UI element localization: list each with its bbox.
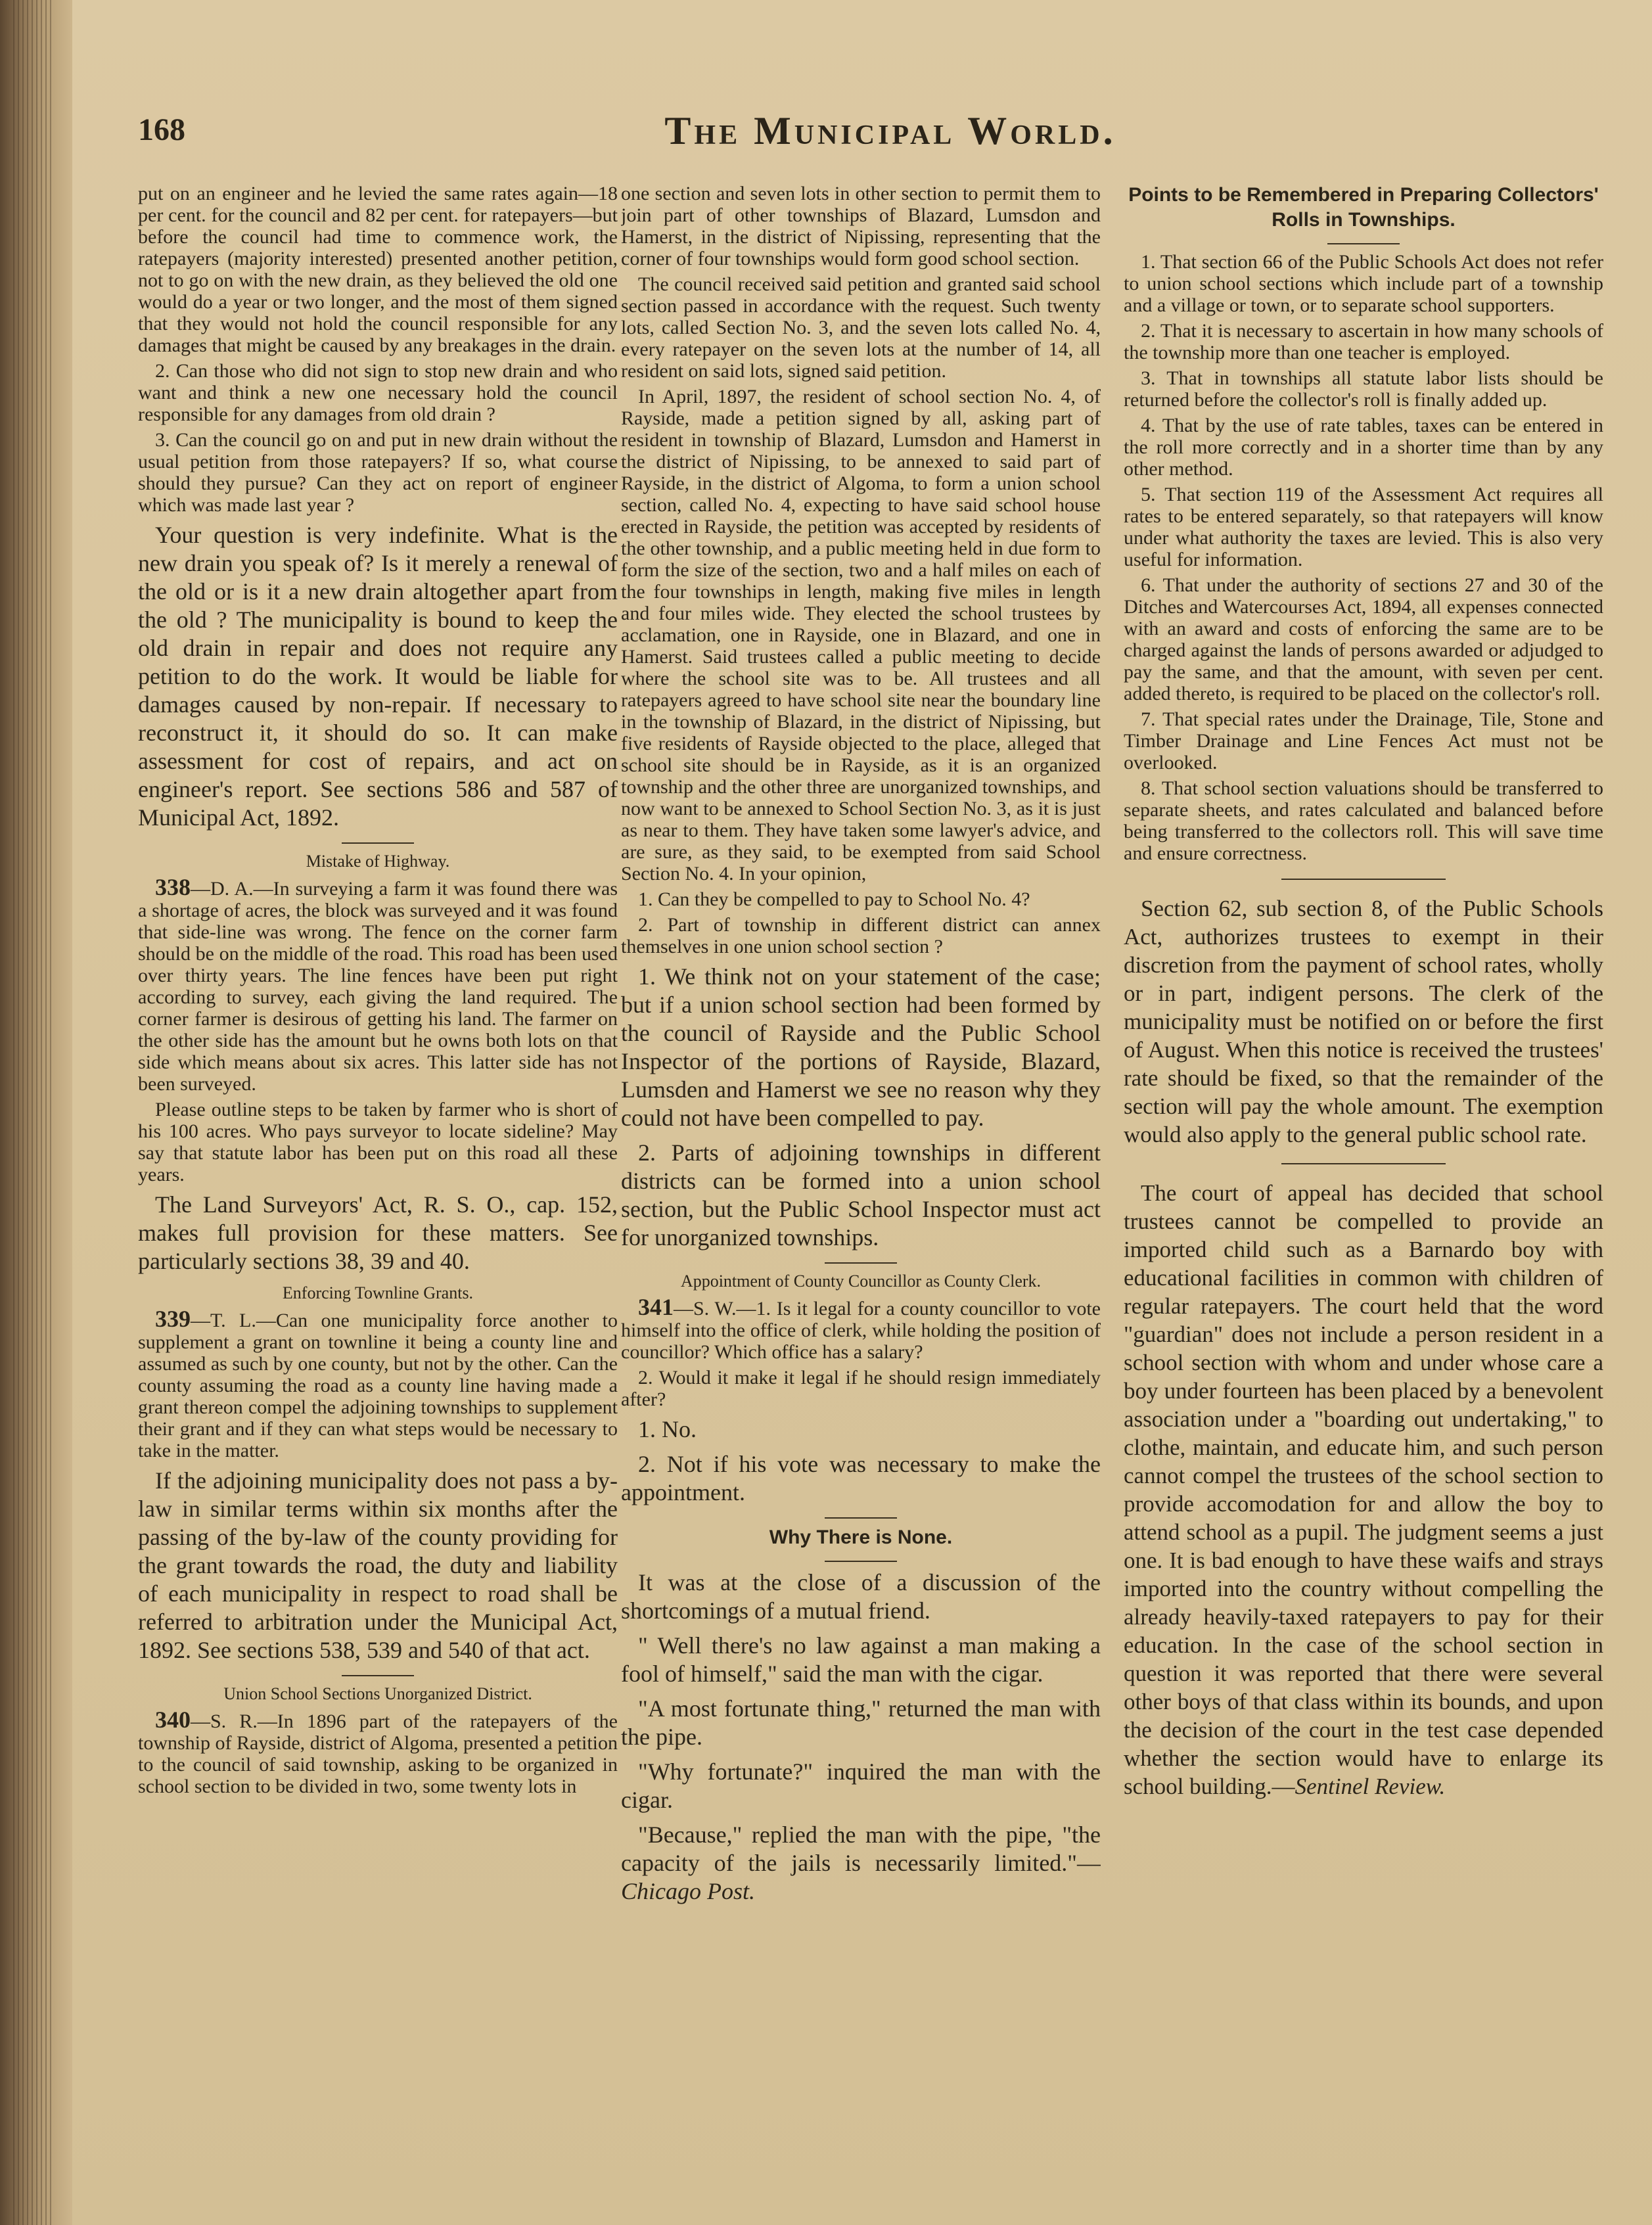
section-divider — [825, 1262, 897, 1264]
question-text: In April, 1897, the resident of school section No. 4, of Rayside, made a petition signed by all, asking part of resident in township of Blazard, Lumsdon and Hamerst in the district of Nipissing, to be annexed to said part of Rayside, in the district of Algoma, to form a union school section, called No. 4, expecting to have said school house erected in Rayside, the petition was accepted by residents of the other township, and a public meeting held in due form to form the size of the section, two and a half miles on each of the four townships in length, making five miles in length and four miles wide. They elected the school trustees by acclamation, one in Rayside, one in Blazard, and one in Hamerst. Said trustees called a public meeting to decide where the school site was to be. All trustees and all ratepayers agreed to have school site near the boundary line in the township of Blazard, in the district of Nipissing, but five residents of Rayside objected to the place, alleged that school site should be in Rayside, as it is an organized township and the other three are unorganized townships, and now want to be annexed to School Section No. 3, as it is just as near to them. They have taken some lawyer's advice, and are sure, as they said, to be exempted from said School Section No. 4. In your opinion, — [621, 386, 1101, 884]
question-text: 2. Would it make it legal if he should resign immediately after? — [621, 1367, 1101, 1410]
section-divider — [1281, 879, 1446, 880]
page-number: 168 — [138, 112, 185, 147]
question-text: Please outline steps to be taken by farmer who is short of his 100 acres. Who pays surveyor to locate sideline? May say that statute labor has been put on this road all these years. — [138, 1099, 618, 1185]
question-number: 339 — [155, 1306, 191, 1332]
section-heading: Enforcing Townline Grants. — [282, 1283, 474, 1302]
article-text: It was at the close of a discussion of the shortcomings of a mutual friend. — [621, 1569, 1101, 1624]
masthead-title: The Municipal World. — [664, 109, 1116, 152]
article-body: The court of appeal has decided that school trustees cannot be compelled to provide an imported child such as a Barnardo boy with educational facilities in common with children of regular ratepayers. The court held that the word "guardian" does not include a person resident in a school section with whom and under whose care a boy under fourteen has been placed by a benevolent association under a "boarding out undertaking," to clothe, maintain, and educate him, and such person cannot compel the trustees of the school section to provide accomodation for and allow the boy to attend school as a pupil. The judgment seems a just one. It is bad enough to have these waifs and strays imported into the country without compelling the already heavily-taxed ratepayers to pay for their education. In the case of the school section in question it was reported that there were several other boys of that class within its bounds, and upon the decision of the court in the test case depended whether the section would have to enlarge its school building.— — [1124, 1180, 1603, 1799]
question-text: put on an engineer and he levied the same rates again—18 per cent. for the council and 82 per cent. for ratepayers—but before the council had time to commence work, the ratepayers (majority interested) presented another petition, not to go on with the new drain, as they believed the old one would do a year or two longer, and the most of them signed that they would not hold the council responsible for any damages that might be caused by any breakages in the drain. — [138, 183, 618, 356]
list-item: 6. That under the authority of sections 27 and 30 of the Ditches and Watercourses Act, 1894, all expenses connected with an award and costs of enforcing the same are to be charged against the lands of persons awarded or adjudged to pay the same, and that the amount, with seven per cent. added thereto, is required to be placed on the collector's roll. — [1124, 574, 1603, 704]
list-item: 4. That by the use of rate tables, taxes can be entered in the roll more correctly and in a shorter time than by any other method. — [1124, 415, 1603, 480]
article-text: "Why fortunate?" inquired the man with the cigar. — [621, 1758, 1101, 1813]
section-heading: Union School Sections Unorganized District. — [223, 1684, 532, 1703]
answer-text: If the adjoining municipality does not pass a by-law in similar terms within six months after the passing of the by-law of the county providing for the grant towards the road, the duty and liability of each municipality in respect to road shall be referred to arbitration under the Municipal Act, 1892. See sections 538, 539 and 540 of that act. — [138, 1467, 618, 1663]
list-item: 8. That school section valuations should be transferred to separate sheets, and rates calculated and balanced before being transferred to the collectors roll. This will save time and ensure correctness. — [1124, 777, 1603, 864]
answer-text: 1. No. — [638, 1416, 697, 1442]
question-text — [138, 874, 618, 1095]
answer-text: Your question is very indefinite. What is the new drain you speak of? Is it merely a renewal of the old or is it a new drain altogether apart from the old ? The municipality is bound to keep the old drain in repair and does not require any petition to do the work. It would be liable for damages caused by non-repair. If necessary to reconstruct it, it should do so. It can make assessment for cost of repairs, and act on engineer's report. See sections 586 and 587 of Municipal Act, 1892. — [138, 522, 618, 831]
section-divider — [1281, 1163, 1446, 1164]
section-divider — [342, 1675, 414, 1676]
list-item: 2. That it is necessary to ascertain in how many schools of the township more than one teacher is employed. — [1124, 320, 1603, 363]
question-text — [138, 1709, 618, 1797]
article-text — [621, 1821, 1101, 1906]
answer-text: 1. We think not on your statement of the case; but if a union school section had been formed by the council of Rayside and the Public School Inspector of the portions of Rayside, Blazard, Lumsden and Hamerst we see no reason why they could not have been compelled to pay. — [621, 963, 1101, 1131]
list-item: 3. That in townships all statute labor lists should be returned before the collector's roll is finally added up. — [1124, 367, 1603, 411]
question-text: 3. Can the council go on and put in new drain without the usual petition from those ratepayers? If so, what course should they pursue? Can they act on report of engineer which was made last year ? — [138, 429, 618, 516]
question-text — [138, 1308, 618, 1461]
question-number: 340 — [155, 1707, 191, 1733]
article-body: "Because," replied the man with the pipe, "the capacity of the jails is necessarily limited."— — [621, 1822, 1101, 1876]
question-text: 1. Can they be compelled to pay to School No. 4? — [638, 888, 1030, 910]
section-divider — [342, 842, 414, 844]
question-number: 341 — [638, 1294, 674, 1320]
section-heading: Appointment of County Councillor as County Clerk. — [680, 1272, 1042, 1291]
section-divider — [825, 1561, 897, 1562]
column-right — [1124, 183, 1603, 2187]
question-text: The council received said petition and granted said school section passed in accordance with the request. Such twenty lots, called Section No. 3, and the seven lots called No. 4, every ratepayer on the seven lots at the number of 14, all resident on said lots, signed said petition. — [621, 273, 1101, 382]
article-source: Sentinel Review. — [1295, 1774, 1446, 1799]
section-divider — [825, 1517, 897, 1519]
article-heading: Why There is None. — [769, 1526, 953, 1548]
question-text: 2. Can those who did not sign to stop new drain and who want and think a new one necessary hold the council responsible for any damages from old drain ? — [138, 360, 618, 425]
question-text: 2. Part of township in different district can annex themselves in one union school section ? — [621, 914, 1101, 957]
article-source: Chicago Post. — [621, 1878, 755, 1904]
book-binding — [0, 0, 72, 2225]
question-body: —S. W.—1. Is it legal for a county councillor to vote himself into the office of clerk, while holding the position of councillor? Which office has a salary? — [621, 1298, 1101, 1363]
question-number: 338 — [155, 874, 191, 900]
section-heading: Mistake of Highway. — [306, 852, 450, 871]
answer-text: The Land Surveyors' Act, R. S. O., cap. 152, makes full provision for these matters. See particularly sections 38, 39 and 40. — [138, 1191, 618, 1274]
column-middle — [621, 183, 1101, 2187]
question-body: —S. R.—In 1896 part of the ratepayers of the township of Rayside, district of Algoma, presented a petition to the council of said township, asking to be organized in school section to be divided in two, some twenty lots in — [138, 1710, 618, 1797]
list-item: 5. That section 119 of the Assessment Act requires all rates to be entered separately, so that ratepayers will know under what authority the taxes are levied. This is also very useful for information. — [1124, 484, 1603, 570]
answer-text: 2. Not if his vote was necessary to make the appointment. — [621, 1451, 1101, 1505]
page-header — [138, 99, 1643, 158]
document-page — [72, 0, 1652, 2225]
list-item: 1. That section 66 of the Public Schools Act does not refer to union school sections which include part of a township and a village or town, or to separate school supporters. — [1124, 251, 1603, 316]
column-left — [138, 183, 618, 2187]
section-divider — [1327, 243, 1400, 244]
article-heading: Points to be Remembered in Preparing Collectors' Rolls in Townships. — [1128, 184, 1599, 231]
question-body: —T. L.—Can one municipality force another to supplement a grant on townline it being a county line and assumed as such by one county, but not by the other. Can the county assuming the road as a county line having made a grant thereon compel the adjoining townships to supplement their grant and if they can what steps would be necessary to take in the matter. — [138, 1310, 618, 1461]
article-text: " Well there's no law against a man making a fool of himself," said the man with the cigar. — [621, 1632, 1101, 1687]
article-text: Section 62, sub section 8, of the Public Schools Act, authorizes trustees to exempt in their discretion from the payment of school rates, wholly or in part, indigent persons. The clerk of the municipality must be notified on or before the first of August. When this notice is received the trustees' rate should be fixed, so that the remainder of the section will pay the whole amount. The exemption would also apply to the general public school rate. — [1124, 896, 1603, 1147]
article-text — [1124, 1179, 1603, 1801]
question-text — [621, 1296, 1101, 1363]
article-text: "A most fortunate thing," returned the man with the pipe. — [621, 1695, 1101, 1750]
question-text: one section and seven lots in other section to permit them to join part of other townships of Blazard, Lumsdon and Hamerst, in the district of Nipissing, representing that the corner of four townships would form good school section. — [621, 183, 1101, 269]
list-item: 7. That special rates under the Drainage, Tile, Stone and Timber Drainage and Line Fences Act must not be overlooked. — [1124, 708, 1603, 773]
question-body: —D. A.—In surveying a farm it was found there was a shortage of acres, the block was surveyed and it was found that side-line was wrong. The fence on the corner farm should be on the middle of the road. This road has been used over thirty years. The line fences have been put right according to survey, each giving the land required. The corner farmer is desirous of getting his land. The farmer on the other side has the amount but he owns both lots on that side which means about six acres. This latter side has not been surveyed. — [138, 878, 618, 1095]
answer-text: 2. Parts of adjoining townships in different districts can be formed into a union school section, but the Public School Inspector must act for unorganized townships. — [621, 1139, 1101, 1250]
